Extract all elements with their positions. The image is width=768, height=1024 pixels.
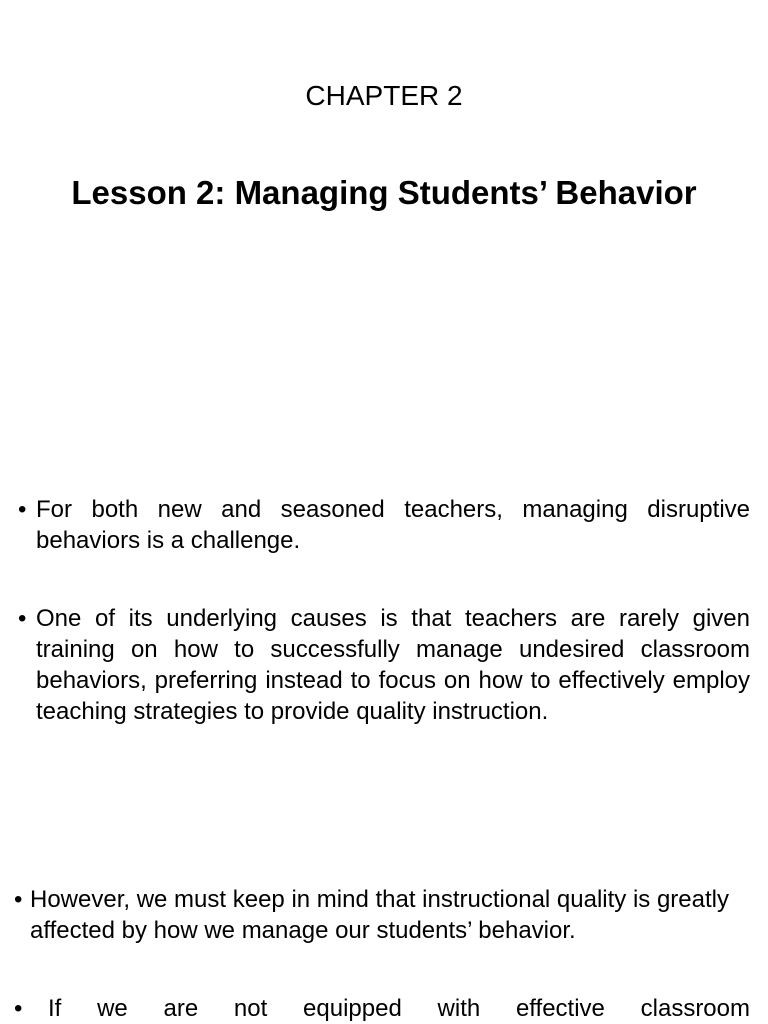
bullet-list-2 <box>18 603 750 727</box>
chapter-label: CHAPTER 2 <box>305 80 463 111</box>
bullet-item <box>14 993 750 1024</box>
bullet-list-4 <box>14 993 750 1024</box>
bullet-text: One of its underlying causes is that teachers are rarely given training on how to successfully manage undesired classroom behaviors, preferring instead to focus on how to effectively employ teaching strategies to provide quality instruction. <box>36 605 750 725</box>
bullet-text: If we are not equipped with effective classroom <box>48 995 750 1022</box>
bullet-item <box>18 603 750 727</box>
bullet-text: For both new and seasoned teachers, managing disruptive behaviors is a challenge. <box>36 496 750 554</box>
lesson-title: Lesson 2: Managing Students’ Behavior <box>71 174 697 211</box>
bullet-list-3 <box>14 884 754 946</box>
bullet-icon: • <box>18 605 27 632</box>
bullet-icon: • <box>14 886 23 913</box>
bullet-icon: • <box>18 496 27 523</box>
chapter-heading-area <box>0 78 768 114</box>
bullet-icon: • <box>14 995 23 1022</box>
bullet-list-1 <box>18 494 750 556</box>
bullet-item <box>18 494 750 556</box>
bullet-text: However, we must keep in mind that instructional quality is greatly affected by how we manage our students’ behavior. <box>30 886 729 944</box>
bullet-item <box>14 884 754 946</box>
